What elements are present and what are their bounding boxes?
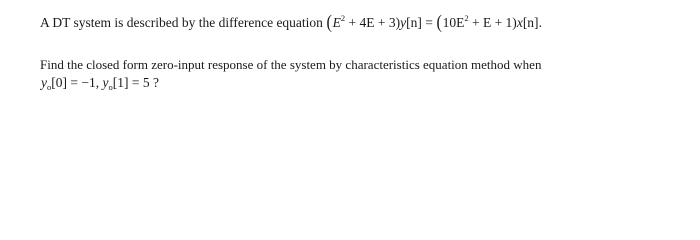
condition2-index: [1] <box>112 75 129 90</box>
equals-sign: = <box>421 15 437 30</box>
rhs-input-x: x <box>516 15 523 30</box>
lhs-operator-rest: + 4E + 3) <box>345 15 401 30</box>
problem-statement-line <box>40 12 542 33</box>
intro-text: A DT system is described by the difference equation <box>40 15 323 30</box>
lhs-exponent: 2 <box>340 13 346 23</box>
condition1-subscript: o <box>47 82 52 92</box>
rhs-exponent: 2 <box>464 13 469 23</box>
question-line <box>40 55 541 75</box>
rhs-index: [n] <box>522 15 539 30</box>
condition2-value: = 5 ? <box>128 75 159 90</box>
question-text: Find the closed form zero-input response of the system by characteristics equation method when <box>40 57 542 72</box>
lhs-output-y: y <box>400 15 407 30</box>
rhs-operator-rest: + E + 1) <box>468 15 517 30</box>
lhs-operator-e: E <box>332 15 341 30</box>
lhs-index: [n] <box>406 15 422 30</box>
condition1-index: [0] <box>51 75 67 90</box>
difference-equation <box>326 12 542 33</box>
condition1-base: y <box>41 75 47 90</box>
rhs-coefficient: 10E <box>442 15 465 30</box>
lhs-open-paren: ( <box>326 12 333 33</box>
initial-conditions-line <box>41 73 159 93</box>
condition2-base: y <box>102 75 109 90</box>
rhs-open-paren: ( <box>436 12 443 33</box>
problem-page <box>0 0 700 102</box>
condition2-subscript: o <box>108 82 113 92</box>
condition1-value: = −1, <box>67 75 100 90</box>
equation-period: . <box>538 15 542 30</box>
